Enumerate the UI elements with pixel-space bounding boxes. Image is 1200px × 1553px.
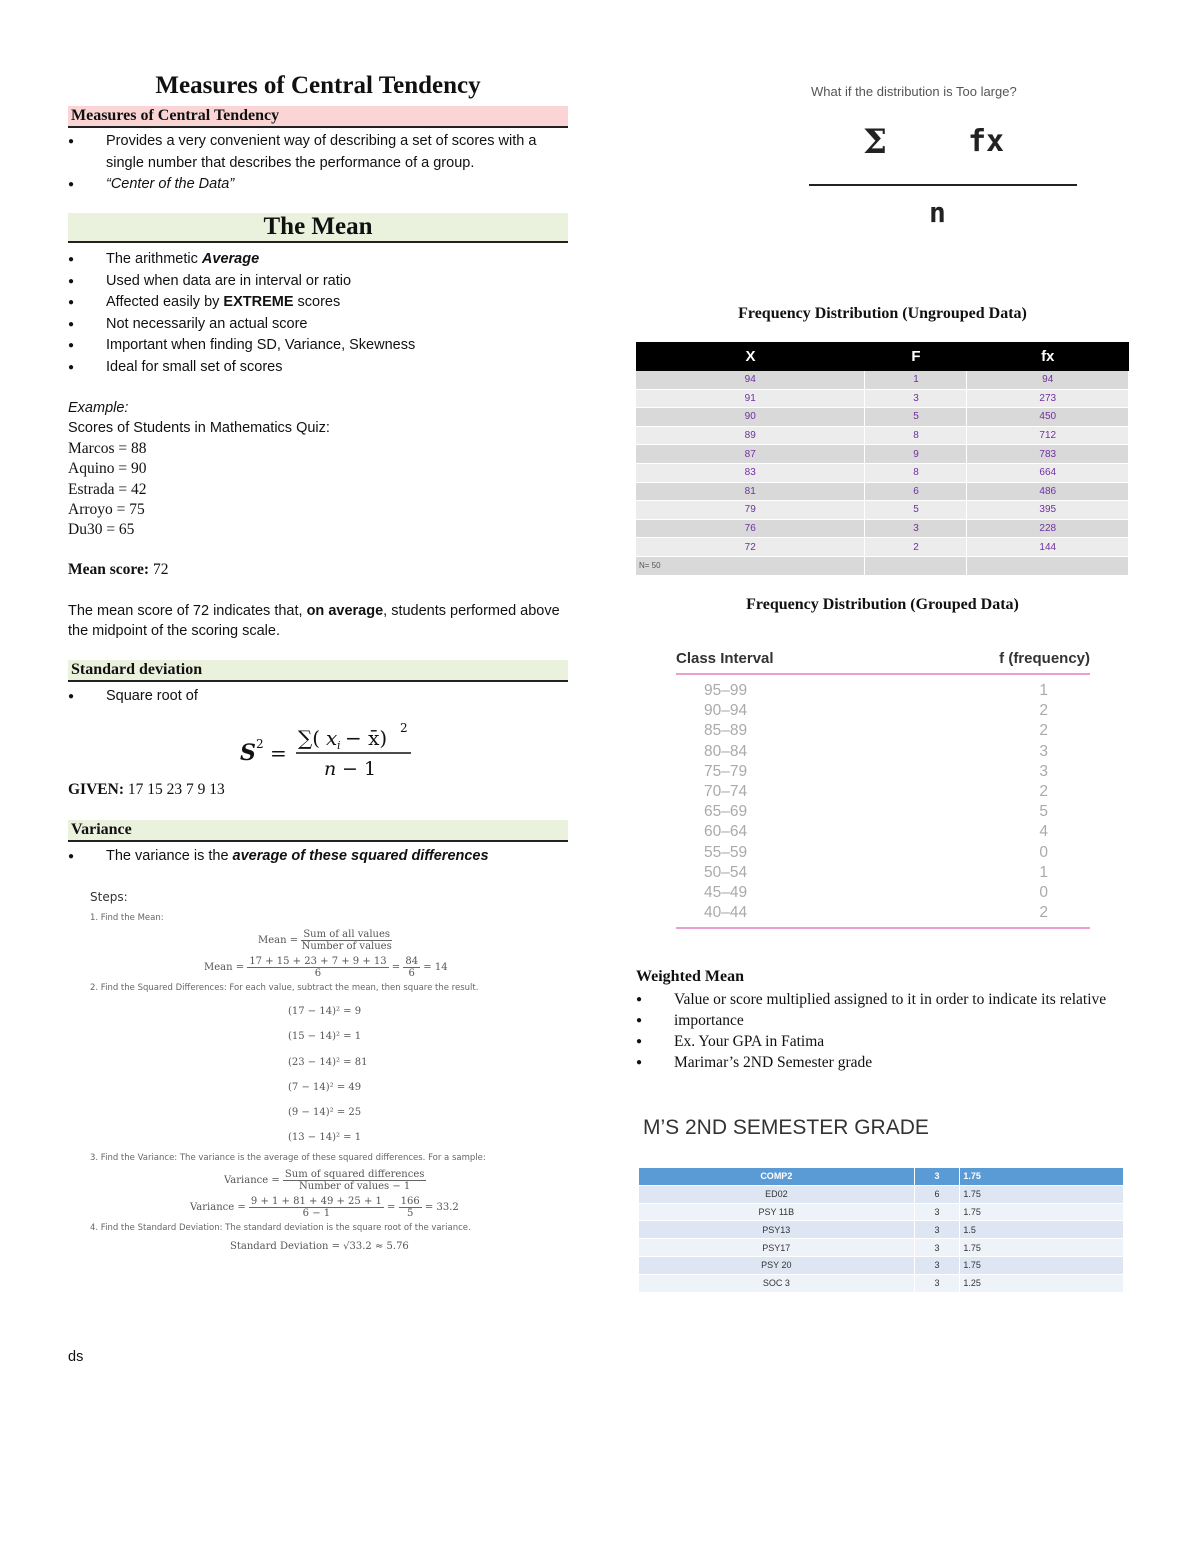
table-row xyxy=(676,782,1090,802)
table-cell xyxy=(967,556,1129,575)
list-item: ● “Center of the Data” xyxy=(68,174,568,196)
grouped-title: Frequency Distribution (Grouped Data) xyxy=(746,596,1019,613)
grouped-header xyxy=(676,650,1090,675)
page-title: Measures of Central Tendency xyxy=(155,72,481,99)
column-header: F xyxy=(865,342,967,371)
ungrouped-table xyxy=(636,342,1129,576)
table-row xyxy=(636,371,1129,389)
list-item: ● Ex. Your GPA in Fatima xyxy=(636,1031,1116,1052)
table-row xyxy=(676,762,1090,782)
table-cell: ED02 xyxy=(639,1185,914,1203)
variance-heading: Variance xyxy=(68,820,568,842)
table-cell: 0 xyxy=(1039,843,1048,861)
table-cell: 90 xyxy=(636,408,865,427)
table-cell: 55–59 xyxy=(704,843,748,861)
table-cell: 76 xyxy=(636,519,865,538)
step-3: 3. Find the Variance: The variance is the average of these squared differences. For a sample: xyxy=(90,1152,486,1163)
grouped-table xyxy=(676,650,1090,929)
table-cell: 8 xyxy=(865,463,967,482)
step-2: 2. Find the Squared Differences: For each value, subtract the mean, then square the result. xyxy=(90,983,479,993)
table-cell: PSY13 xyxy=(639,1221,914,1239)
table-row xyxy=(639,1256,1124,1274)
table-cell: 3 xyxy=(1039,742,1048,760)
table-cell xyxy=(865,556,967,575)
list-item: ● Not necessarily an actual score xyxy=(68,314,568,336)
score-item: Estrada = 42 xyxy=(68,480,147,498)
table-header-row xyxy=(636,342,1129,371)
table-cell: 81 xyxy=(636,482,865,501)
intro-bullets xyxy=(68,131,568,196)
table-cell: 144 xyxy=(967,538,1129,557)
table-cell: 3 xyxy=(914,1256,960,1274)
table-row xyxy=(676,802,1090,822)
sq-diff: (17 − 14)² = 9 xyxy=(288,1006,362,1017)
table-cell: PSY 11B xyxy=(639,1203,914,1221)
svg-text:n: n xyxy=(324,758,337,780)
table-cell: 2 xyxy=(1039,783,1048,801)
fraction-bar xyxy=(809,184,1077,186)
table-row xyxy=(636,501,1129,520)
weighted-heading: Weighted Mean xyxy=(636,968,744,985)
table-cell: 65–69 xyxy=(704,803,748,821)
sd-heading: Standard deviation xyxy=(68,660,568,682)
list-item: ● Square root of xyxy=(68,686,568,708)
table-cell: 95–99 xyxy=(704,682,748,699)
svg-text:2: 2 xyxy=(400,721,408,735)
column-header: fx xyxy=(967,342,1129,371)
step-4: 4. Find the Standard Deviation: The standard deviation is the square root of the variance. xyxy=(90,1222,471,1233)
list-item: ● The arithmetic Average xyxy=(68,249,568,271)
sq-diff: (9 − 14)² = 25 xyxy=(288,1107,362,1119)
table-cell: PSY 20 xyxy=(639,1256,914,1274)
table-cell: 1.75 xyxy=(960,1256,1124,1274)
table-cell: 1.75 xyxy=(960,1185,1124,1203)
table-row xyxy=(676,701,1090,721)
mean-heading: The Mean xyxy=(68,213,568,243)
ungrouped-title: Frequency Distribution (Ungrouped Data) xyxy=(738,305,1027,322)
score-item: Aquino = 90 xyxy=(68,460,147,478)
table-cell: 228 xyxy=(967,519,1129,538)
table-row xyxy=(636,482,1129,501)
grade-title: M’S 2ND SEMESTER GRADE xyxy=(643,1116,929,1139)
svg-text:− 1: − 1 xyxy=(342,758,377,780)
score-item: Marcos = 88 xyxy=(68,439,147,457)
list-item: ● importance xyxy=(636,1010,1116,1031)
sd-bullets xyxy=(68,686,568,708)
table-row xyxy=(639,1239,1124,1257)
n-symbol: n xyxy=(929,196,946,229)
table-cell: 72 xyxy=(636,538,865,557)
table-cell: 85–89 xyxy=(704,722,748,740)
mean-summary: The mean score of 72 indicates that, on average, students performed above the midpoint of the scoring scale. xyxy=(68,603,560,639)
table-row xyxy=(676,681,1090,701)
table-cell: 2 xyxy=(1039,702,1048,720)
total-cell: N= 50 xyxy=(636,556,865,575)
score-item: Arroyo = 75 xyxy=(68,501,145,519)
table-cell: 712 xyxy=(967,426,1129,445)
table-cell: 2 xyxy=(1039,722,1048,740)
step-1: 1. Find the Mean: xyxy=(90,913,164,923)
example-block xyxy=(68,398,568,541)
table-cell: 83 xyxy=(636,463,865,482)
table-cell: 3 xyxy=(865,519,967,538)
table-cell: 91 xyxy=(636,389,865,408)
sigma-symbol: Σ xyxy=(863,122,888,162)
table-cell: 1.25 xyxy=(960,1274,1124,1292)
table-cell: 3 xyxy=(1039,762,1048,780)
mean-bullets xyxy=(68,249,568,378)
table-cell: 75–79 xyxy=(704,762,748,780)
table-cell: 1 xyxy=(1039,863,1048,881)
table-row xyxy=(639,1185,1124,1203)
table-cell: 80–84 xyxy=(704,742,748,760)
table-cell: 3 xyxy=(865,389,967,408)
table-row xyxy=(676,721,1090,741)
example-label: Example: xyxy=(68,400,129,416)
table-cell: 0 xyxy=(1039,884,1048,902)
table-cell: 3 xyxy=(914,1168,960,1185)
table-row xyxy=(676,863,1090,883)
list-item: ● Value or score multiplied assigned to it in order to indicate its relative xyxy=(636,989,1116,1010)
column-header: X xyxy=(636,342,865,371)
table-cell: 3 xyxy=(914,1221,960,1239)
table-cell: 5 xyxy=(865,408,967,427)
table-cell: 45–49 xyxy=(704,884,748,902)
table-row xyxy=(636,463,1129,482)
table-cell: 70–74 xyxy=(704,783,748,801)
sq-diff: (7 − 14)² = 49 xyxy=(288,1081,362,1093)
variance-bullets xyxy=(68,846,568,868)
table-cell: 40–44 xyxy=(704,904,748,922)
table-row xyxy=(636,389,1129,408)
table-row xyxy=(676,903,1090,923)
table-cell: 5 xyxy=(865,501,967,520)
svg-text:∑(: ∑( xyxy=(298,726,321,750)
table-cell: 1.5 xyxy=(960,1221,1124,1239)
fx-symbol: fx xyxy=(968,124,1005,159)
column-header: f (frequency) xyxy=(999,650,1090,667)
table-cell: 87 xyxy=(636,445,865,464)
sq-diff: (23 − 14)² = 81 xyxy=(288,1056,368,1068)
svg-text:− x̄): − x̄) xyxy=(345,726,388,750)
list-item: ● Important when finding SD, Variance, Skewness xyxy=(68,335,568,357)
score-item: Du30 = 65 xyxy=(68,521,135,539)
table-row xyxy=(636,538,1129,557)
sd-result: Standard Deviation = √33.2 ≈ 5.76 xyxy=(230,1240,409,1252)
example-title: Scores of Students in Mathematics Quiz: xyxy=(68,420,330,437)
variance-calc: Variance = $\frac{9 + 1 + 81 + 49 + 25 + 1}{6 - 1}$ = $\frac{166}{5}$ = 33.2 xyxy=(190,1195,459,1219)
table-cell: 4 xyxy=(1039,823,1048,841)
table-row xyxy=(636,426,1129,445)
svg-text:x: x xyxy=(326,726,338,750)
column-header: Class Interval xyxy=(676,650,774,667)
table-cell: SOC 3 xyxy=(639,1274,914,1292)
table-cell: PSY17 xyxy=(639,1239,914,1257)
table-row xyxy=(639,1221,1124,1239)
variance-formula xyxy=(236,718,416,780)
table-cell: 89 xyxy=(636,426,865,445)
grade-table xyxy=(639,1168,1124,1293)
table-cell: 94 xyxy=(636,371,865,389)
list-item: ● Provides a very convenient way of describing a set of scores with a single number that describes the performance of a group. xyxy=(68,131,568,174)
table-row xyxy=(639,1168,1124,1185)
intro-heading: Measures of Central Tendency xyxy=(68,106,568,128)
list-item: ● The variance is the average of these squared differences xyxy=(68,846,568,868)
table-cell: 94 xyxy=(967,371,1129,389)
table-cell: 1 xyxy=(1039,682,1048,699)
table-cell: 60–64 xyxy=(704,823,748,841)
svg-text:S: S xyxy=(240,740,256,766)
table-row xyxy=(676,883,1090,903)
table-cell: 1 xyxy=(865,371,967,389)
large-question: What if the distribution is Too large? xyxy=(811,84,1017,99)
table-cell: COMP2 xyxy=(639,1168,914,1185)
table-cell: 783 xyxy=(967,445,1129,464)
list-item: ● Ideal for small set of scores xyxy=(68,357,568,379)
table-cell: 273 xyxy=(967,389,1129,408)
table-cell: 5 xyxy=(1039,803,1048,821)
table-row xyxy=(636,519,1129,538)
table-cell: 79 xyxy=(636,501,865,520)
table-cell: 450 xyxy=(967,408,1129,427)
table-cell: 2 xyxy=(1039,904,1048,922)
given-values: GIVEN: 17 15 23 7 9 13 xyxy=(68,781,225,798)
svg-text:i: i xyxy=(337,739,341,752)
mean-calc: Mean = $\frac{17 + 15 + 23 + 7 + 9 + 13}{6}$ = $\frac{84}{6}$ = 14 xyxy=(204,956,448,979)
table-cell: 664 xyxy=(967,463,1129,482)
table-total-row xyxy=(636,556,1129,575)
table-cell: 9 xyxy=(865,445,967,464)
table-cell: 3 xyxy=(914,1239,960,1257)
sq-diff: (15 − 14)² = 1 xyxy=(288,1031,362,1043)
table-cell: 6 xyxy=(914,1185,960,1203)
steps-label: Steps: xyxy=(90,890,128,904)
squared-differences xyxy=(90,999,560,1151)
table-cell: 395 xyxy=(967,501,1129,520)
list-item: ● Used when data are in interval or ratio xyxy=(68,271,568,293)
list-item: ● Affected easily by EXTREME scores xyxy=(68,292,568,314)
svg-text:=: = xyxy=(270,741,287,765)
table-cell: 3 xyxy=(914,1274,960,1292)
table-row xyxy=(676,822,1090,842)
table-cell: 486 xyxy=(967,482,1129,501)
mean-score: Mean score: 72 xyxy=(68,561,169,578)
table-row xyxy=(639,1203,1124,1221)
table-cell: 2 xyxy=(865,538,967,557)
table-cell: 8 xyxy=(865,426,967,445)
table-cell: 1.75 xyxy=(960,1203,1124,1221)
table-row xyxy=(639,1274,1124,1292)
weighted-bullets xyxy=(636,989,1116,1073)
list-item: ● Marimar’s 2ND Semester grade xyxy=(636,1052,1116,1073)
table-cell: 50–54 xyxy=(704,863,748,881)
table-cell: 1.75 xyxy=(960,1168,1124,1185)
table-row xyxy=(636,408,1129,427)
table-cell: 1.75 xyxy=(960,1239,1124,1257)
table-row xyxy=(636,445,1129,464)
variance-steps xyxy=(90,890,560,1252)
table-cell: 90–94 xyxy=(704,702,748,720)
table-row xyxy=(676,843,1090,863)
table-bottom-rule xyxy=(676,927,1090,929)
table-cell: 6 xyxy=(865,482,967,501)
mean-formula: Mean = $\frac{\text{Sum of all values}}{\text{Number of values}}$ xyxy=(258,929,392,952)
svg-text:2: 2 xyxy=(256,737,264,751)
table-cell: 3 xyxy=(914,1203,960,1221)
sq-diff: (13 − 14)² = 1 xyxy=(288,1132,362,1144)
table-row xyxy=(676,742,1090,762)
variance-formula-words: Variance = $\frac{\text{Sum of squared differences}}{\text{Number of values − 1}}$ xyxy=(224,1168,425,1192)
footer-text: ds xyxy=(68,1349,84,1365)
